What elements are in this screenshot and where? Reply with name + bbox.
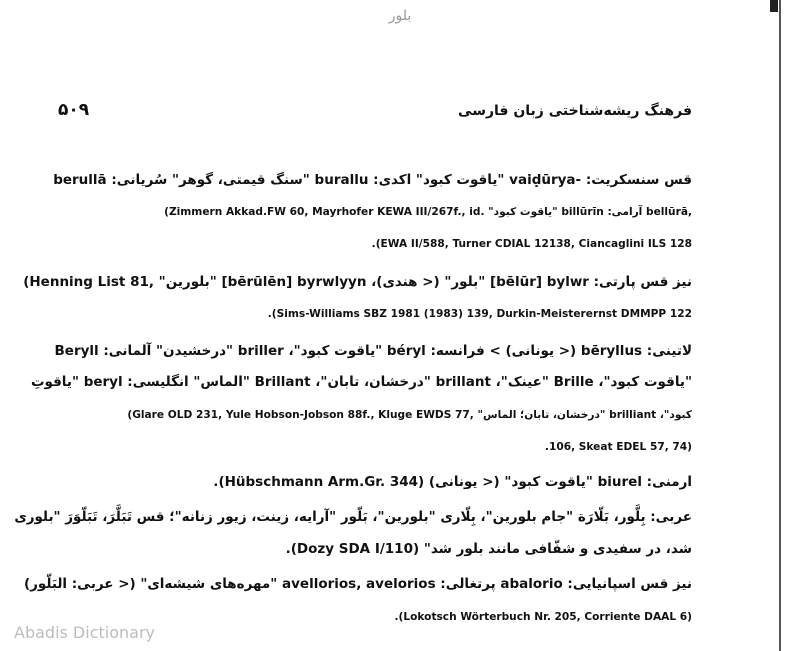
- entry-line-7: "یاقوت کبود"، ‎Brille‎ "عینک"، ‎brillant‎ "درخشان، تابان"، ‎Brillant‎ "الماس" انگلیسی: ‎beryl‎ "یاقوتِ: [30, 374, 692, 390]
- header-word: بلور: [388, 8, 412, 24]
- entry-line-10: ارمنی: ‎biurel‎ "یاقوت کبود" (< یونانی) ‎(Hübschmann Arm.Gr. 344)‎.: [213, 474, 692, 490]
- entry-line-1: قس سنسکریت: ‎vaiḍūrya-‎ "یاقوت کبود" اکدی: ‎burallu‎ "سنگ قیمتی، گوهر" سُریانی: ‎berullā‎: [53, 172, 692, 188]
- entry-line-8: کبود"، ‎brilliant‎ "درخشان، تابان؛ الماس" ‎(Glare OLD 231, Yule Hobson-Jobson 88f., Kluge EWDS 77,‎: [127, 409, 692, 421]
- entry-line-12: شد، در سفیدی و شفّافی مانند بلور شد" ‎(Dozy SDA I/110)‎.: [285, 541, 692, 557]
- page-corner-mark: [770, 0, 778, 12]
- entry-line-13: نیز قس اسپانیایی: ‎abalorio‎ پرتغالی: ‎avellorios, avelorios‎ "مهره‌های شیشه‌ای" (< عربی: البَلّور): [23, 576, 692, 592]
- entry-line-11: عربی: بِلَّور، بَلّارَة "جام بلورین"، بِلّاری "بلورین"، بَلّور "آرایه، زینت، زیور زنانه"؛ قس تَبَلَّرَ، تَبَلّوَرَ "بلوری: [14, 509, 692, 525]
- page-edge-rule: [779, 0, 781, 651]
- entry-line-6: لاتینی: ‎bēryllus‎ (< یونانی) > فرانسه: ‎béryl‎ "یاقوت کبود"، ‎briller‎ "درخشیدن" آلمانی: ‎Beryll‎: [54, 343, 692, 359]
- entry-line-4: نیز قس پارتی: ‎[bēlūr] bylwr‎ "بلور" (< هندی)، ‎[bērūlēn] byrwlyyn‎ "بلورین" ‎(Henning List 81,‎: [23, 274, 692, 290]
- entry-line-3: ‎(EWA II/588, Turner CDIAL 12138, Ciancaglini ILS 128‎.: [371, 238, 692, 250]
- page-number: ۵۰۹: [58, 100, 90, 120]
- entry-line-2: ‎bellūrā,‎ آرامی: ‎billūrīn‎ "یاقوت کبود" ‎(Zimmern Akkad.FW 60, Mayrhofer KEWA III/267f., id.‎: [164, 206, 692, 218]
- running-head: فرهنگ ریشه‌شناختی زبان فارسی: [458, 103, 692, 119]
- entry-line-5: ‎(Sims-Williams SBZ 1981 (1983) 139, Durkin-Meisterernst DMMPP 122‎.: [267, 308, 692, 320]
- entry-line-9: ‎106, Skeat EDEL 57, 74)‎.: [544, 441, 692, 453]
- watermark: Abadis Dictionary: [14, 623, 155, 642]
- entry-line-14: ‎(Lokotsch Wörterbuch Nr. 205, Corriente DAAL 6)‎.: [394, 611, 692, 623]
